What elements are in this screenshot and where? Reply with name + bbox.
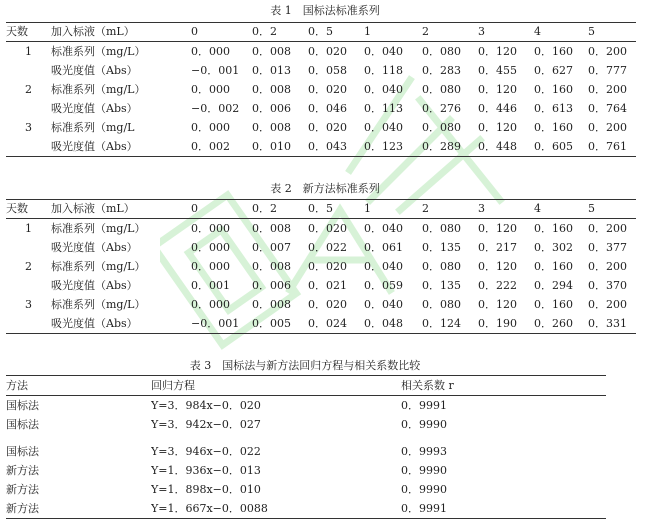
value-cell: 0．113 xyxy=(364,102,403,115)
row-label-cell: 标准系列（mg/L） xyxy=(51,298,146,311)
value-cell: 0．777 xyxy=(588,64,627,77)
value-cell: 0．135 xyxy=(422,279,461,292)
value-cell: 0．010 xyxy=(252,140,291,153)
value-cell: 0．040 xyxy=(364,260,403,273)
value-cell: 0．059 xyxy=(364,279,403,292)
day-cell: 2 xyxy=(25,83,32,96)
table-row xyxy=(6,61,636,80)
table-row xyxy=(6,480,606,499)
value-cell: 0．020 xyxy=(308,83,347,96)
value-cell: 0．000 xyxy=(191,260,230,273)
table1-header-cell: 0．5 xyxy=(308,25,333,38)
day-cell: 1 xyxy=(25,45,32,58)
value-cell: 0．006 xyxy=(252,279,291,292)
row-label-cell: 标准系列（mg/L） xyxy=(51,45,146,58)
value-cell: 0．040 xyxy=(364,121,403,134)
value-cell: 0．160 xyxy=(534,45,573,58)
spacer-cell xyxy=(401,434,606,442)
row-label-cell: 吸光度值（Abs） xyxy=(51,241,138,254)
table2-header xyxy=(6,200,636,219)
table1-header-row xyxy=(6,23,636,42)
value-cell: 0．008 xyxy=(252,45,291,58)
day-cell: 1 xyxy=(25,222,32,235)
coefficient-cell: 0．9990 xyxy=(401,418,447,431)
value-cell: 0．377 xyxy=(588,241,627,254)
table2-header-cell: 3 xyxy=(478,202,485,215)
value-cell: 0．613 xyxy=(534,102,573,115)
table-row xyxy=(6,238,636,257)
table-row xyxy=(6,219,636,239)
table-row xyxy=(6,499,606,519)
coefficient-cell: 0．9990 xyxy=(401,464,447,477)
coefficient-cell: 0．9991 xyxy=(401,502,447,515)
day-cell: 2 xyxy=(25,260,32,273)
table1-header-cell: 2 xyxy=(422,25,429,38)
spacer-cell xyxy=(6,434,151,442)
value-cell: 0．761 xyxy=(588,140,627,153)
spacer-row xyxy=(6,434,606,442)
value-cell: 0．046 xyxy=(308,102,347,115)
table-row xyxy=(6,461,606,480)
table1-header-cell: 天数 xyxy=(6,25,28,38)
table-row xyxy=(6,314,636,334)
value-cell: 0．222 xyxy=(478,279,517,292)
value-cell: 0．302 xyxy=(534,241,573,254)
row-label-cell: 标准系列（mg/L） xyxy=(51,83,146,96)
value-cell: 0．448 xyxy=(478,140,517,153)
value-cell: 0．040 xyxy=(364,83,403,96)
value-cell: 0．160 xyxy=(534,222,573,235)
value-cell: 0．040 xyxy=(364,222,403,235)
method-cell: 新方法 xyxy=(6,502,39,515)
value-cell: 0．276 xyxy=(422,102,461,115)
row-label-cell: 标准系列（mg/L） xyxy=(51,260,146,273)
method-cell: 国标法 xyxy=(6,418,39,431)
value-cell: 0．000 xyxy=(191,45,230,58)
table2-header-cell: 加入标液（mL） xyxy=(51,202,135,215)
equation-cell: Y=3．984x−0．020 xyxy=(151,399,261,412)
value-cell: 0．080 xyxy=(422,222,461,235)
method-cell: 新方法 xyxy=(6,483,39,496)
value-cell: 0．008 xyxy=(252,121,291,134)
value-cell: 0．058 xyxy=(308,64,347,77)
method-cell: 国标法 xyxy=(6,445,39,458)
day-cell xyxy=(6,314,51,334)
table-row xyxy=(6,276,636,295)
row-label-cell: 吸光度值（Abs） xyxy=(51,102,138,115)
value-cell: −0．002 xyxy=(191,102,240,115)
table3-regression-comparison xyxy=(6,375,606,519)
spacer-cell xyxy=(151,434,401,442)
row-label-cell: 吸光度值（Abs） xyxy=(51,64,138,77)
value-cell: 0．040 xyxy=(364,298,403,311)
table2-header-cell: 1 xyxy=(364,202,371,215)
value-cell: 0．080 xyxy=(422,260,461,273)
table-row xyxy=(6,257,636,276)
value-cell: 0．120 xyxy=(478,260,517,273)
table2-header-cell: 5 xyxy=(588,202,595,215)
table1-body xyxy=(6,42,636,157)
day-cell xyxy=(6,61,51,80)
method-cell: 国标法 xyxy=(6,399,39,412)
value-cell: −0．001 xyxy=(191,64,240,77)
value-cell: 0．002 xyxy=(191,140,230,153)
row-label-cell: 吸光度值（Abs） xyxy=(51,317,138,330)
table2-header-row xyxy=(6,200,636,219)
table3-header xyxy=(6,376,606,396)
table2-new-method-series xyxy=(6,199,636,334)
equation-cell: Y=1．936x−0．013 xyxy=(151,464,261,477)
value-cell: 0．120 xyxy=(478,83,517,96)
value-cell: 0．120 xyxy=(478,45,517,58)
value-cell: 0．764 xyxy=(588,102,627,115)
table1-header-cell: 5 xyxy=(588,25,595,38)
value-cell: 0．200 xyxy=(588,45,627,58)
value-cell: 0．020 xyxy=(308,260,347,273)
table1-header xyxy=(6,23,636,42)
value-cell: 0．006 xyxy=(252,102,291,115)
table1-header-cell: 0．2 xyxy=(252,25,277,38)
coefficient-cell: 0．9991 xyxy=(401,399,447,412)
value-cell: 0．000 xyxy=(191,298,230,311)
value-cell: 0．080 xyxy=(422,298,461,311)
value-cell: 0．013 xyxy=(252,64,291,77)
value-cell: 0．021 xyxy=(308,279,347,292)
coefficient-cell: 0．9993 xyxy=(401,445,447,458)
value-cell: 0．260 xyxy=(534,317,573,330)
value-cell: 0．001 xyxy=(191,279,230,292)
value-cell: 0．080 xyxy=(422,45,461,58)
value-cell: 0．022 xyxy=(308,241,347,254)
table-row xyxy=(6,396,606,416)
value-cell: 0．000 xyxy=(191,121,230,134)
value-cell: 0．283 xyxy=(422,64,461,77)
table2-header-cell: 2 xyxy=(422,202,429,215)
value-cell: 0．294 xyxy=(534,279,573,292)
value-cell: 0．289 xyxy=(422,140,461,153)
value-cell: 0．120 xyxy=(478,298,517,311)
table-row xyxy=(6,118,636,137)
row-label-cell: 标准系列（mg/L） xyxy=(51,222,146,235)
value-cell: 0．020 xyxy=(308,222,347,235)
value-cell: 0．160 xyxy=(534,83,573,96)
value-cell: 0．160 xyxy=(534,298,573,311)
table-row xyxy=(6,137,636,157)
table-row xyxy=(6,442,606,461)
table2-caption: 表 2 新方法标准系列 xyxy=(270,182,380,195)
equation-cell: Y=3．946x−0．022 xyxy=(151,445,261,458)
value-cell: 0．080 xyxy=(422,121,461,134)
day-cell: 3 xyxy=(25,298,32,311)
value-cell: 0．160 xyxy=(534,121,573,134)
value-cell: 0．000 xyxy=(191,241,230,254)
value-cell: 0．000 xyxy=(191,83,230,96)
day-cell xyxy=(6,238,51,257)
table1-header-cell: 4 xyxy=(534,25,541,38)
value-cell: 0．020 xyxy=(308,121,347,134)
value-cell: 0．048 xyxy=(364,317,403,330)
table-row xyxy=(6,99,636,118)
value-cell: 0．008 xyxy=(252,222,291,235)
table1-header-cell: 1 xyxy=(364,25,371,38)
table1-header-cell: 0 xyxy=(191,25,198,38)
table-row xyxy=(6,415,606,434)
table1-caption: 表 1 国标法标准系列 xyxy=(270,4,380,17)
equation-cell: Y=3．942x−0．027 xyxy=(151,418,261,431)
value-cell: 0．005 xyxy=(252,317,291,330)
value-cell: 0．200 xyxy=(588,298,627,311)
day-cell: 3 xyxy=(25,121,32,134)
method-cell: 新方法 xyxy=(6,464,39,477)
table2-header-cell: 0．5 xyxy=(308,202,333,215)
value-cell: 0．008 xyxy=(252,298,291,311)
table1-national-standard-series xyxy=(6,22,636,157)
day-cell xyxy=(6,276,51,295)
value-cell: 0．020 xyxy=(308,45,347,58)
table3-header-cell: 方法 xyxy=(6,379,28,392)
value-cell: 0．080 xyxy=(422,83,461,96)
row-label-cell: 标准系列（mg/L xyxy=(51,121,135,134)
table3-body xyxy=(6,396,606,519)
value-cell: 0．043 xyxy=(308,140,347,153)
value-cell: 0．200 xyxy=(588,260,627,273)
value-cell: 0．217 xyxy=(478,241,517,254)
value-cell: 0．124 xyxy=(422,317,461,330)
value-cell: 0．008 xyxy=(252,260,291,273)
value-cell: −0．001 xyxy=(191,317,240,330)
table-row xyxy=(6,295,636,314)
value-cell: 0．446 xyxy=(478,102,517,115)
value-cell: 0．200 xyxy=(588,121,627,134)
equation-cell: Y=1．667x−0．0088 xyxy=(151,502,268,515)
table1-header-cell: 加入标液（mL） xyxy=(51,25,135,38)
value-cell: 0．160 xyxy=(534,260,573,273)
value-cell: 0．020 xyxy=(308,298,347,311)
table3-header-cell: 回归方程 xyxy=(151,379,195,392)
row-label-cell: 吸光度值（Abs） xyxy=(51,279,138,292)
value-cell: 0．008 xyxy=(252,83,291,96)
table2-header-cell: 0 xyxy=(191,202,198,215)
value-cell: 0．007 xyxy=(252,241,291,254)
table-row xyxy=(6,80,636,99)
table2-header-cell: 天数 xyxy=(6,202,28,215)
value-cell: 0．040 xyxy=(364,45,403,58)
value-cell: 0．000 xyxy=(191,222,230,235)
value-cell: 0．118 xyxy=(364,64,403,77)
value-cell: 0．120 xyxy=(478,222,517,235)
value-cell: 0．024 xyxy=(308,317,347,330)
value-cell: 0．605 xyxy=(534,140,573,153)
table2-header-cell: 0．2 xyxy=(252,202,277,215)
table3-caption: 表 3 国标法与新方法回归方程与相关系数比较 xyxy=(189,359,421,372)
table2-body xyxy=(6,219,636,334)
value-cell: 0．120 xyxy=(478,121,517,134)
table-row xyxy=(6,42,636,62)
value-cell: 0．200 xyxy=(588,222,627,235)
table3-header-cell: 相关系数 r xyxy=(401,379,454,392)
value-cell: 0．331 xyxy=(588,317,627,330)
value-cell: 0．200 xyxy=(588,83,627,96)
day-cell xyxy=(6,99,51,118)
equation-cell: Y=1．898x−0．010 xyxy=(151,483,261,496)
value-cell: 0．370 xyxy=(588,279,627,292)
table1-header-cell: 3 xyxy=(478,25,485,38)
row-label-cell: 吸光度值（Abs） xyxy=(51,140,138,153)
day-cell xyxy=(6,137,51,157)
table3-header-row xyxy=(6,376,606,396)
value-cell: 0．123 xyxy=(364,140,403,153)
table2-header-cell: 4 xyxy=(534,202,541,215)
value-cell: 0．061 xyxy=(364,241,403,254)
value-cell: 0．135 xyxy=(422,241,461,254)
value-cell: 0．455 xyxy=(478,64,517,77)
value-cell: 0．190 xyxy=(478,317,517,330)
value-cell: 0．627 xyxy=(534,64,573,77)
coefficient-cell: 0．9990 xyxy=(401,483,447,496)
